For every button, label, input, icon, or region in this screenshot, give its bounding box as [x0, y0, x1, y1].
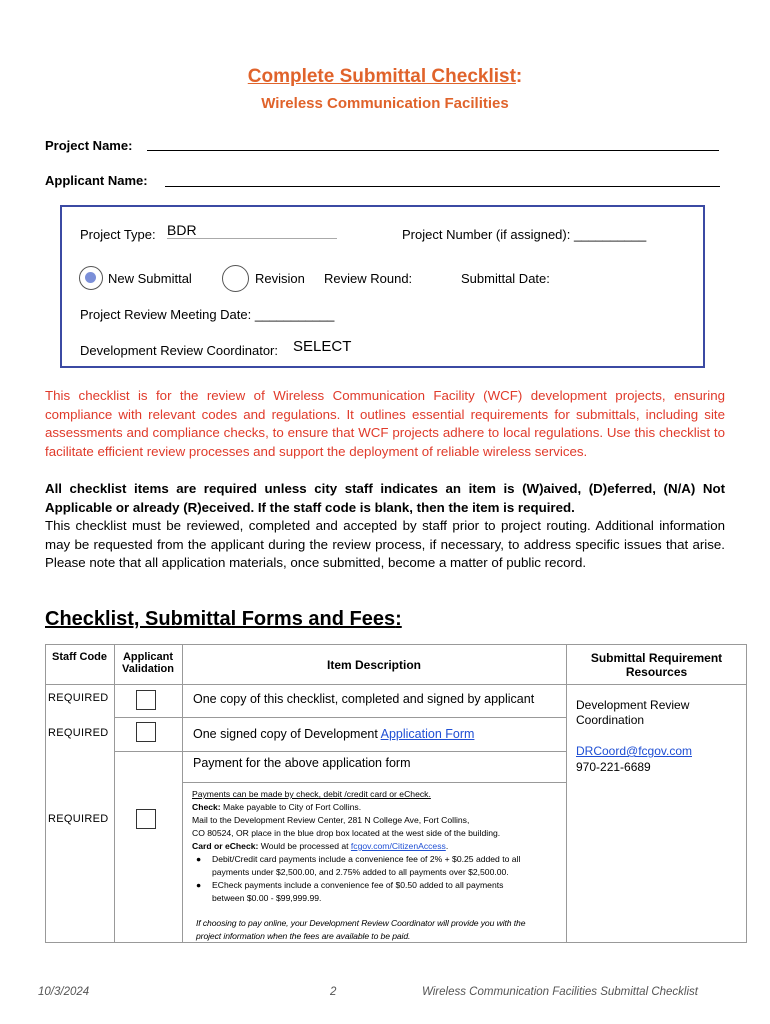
coord-email-link[interactable]: DRCoord@fcgov.com — [576, 744, 692, 758]
project-name-field[interactable] — [147, 150, 719, 151]
payment-details: Payments can be made by check, debit /credit card or eCheck. Check: Make payable to City of Fort Collins. Mail to the Development Review Center, 281 N College Ave, Fort Collins, CO 80524, OR place in the blue drop box located at the west side of the building. Card or eCheck: Would be processed at fcgov.com/CitizenAccess. ● Debit/Credit card payments include a convenience fee of 2% + $0.25 added to all payments under $2,500.00, and 2.75% added to all payments over $2,500.00. ● ECheck payments include a convenience fee of $0.50 added to all payments between $0.00 - $99,999.99. — [192, 789, 521, 903]
coordinator-label: Development Review Coordinator: — [80, 343, 278, 358]
coord-phone: 970-221-6689 — [576, 760, 651, 774]
applicant-checkbox[interactable] — [136, 722, 156, 742]
row-divider — [114, 751, 566, 752]
col-divider — [566, 644, 567, 943]
staff-code: REQUIRED — [48, 692, 109, 704]
review-round-label: Review Round: — [324, 271, 413, 286]
submittal-date-label: Submittal Date: — [461, 271, 550, 286]
intro-bold-paragraph: All checklist items are required unless city staff indicates an item is (W)aived, (D)eferred, (N/A) Not Applicable or already (R)eceived. If the staff code is blank, then the item is required. — [45, 481, 725, 515]
col-divider — [182, 644, 183, 943]
section-title: Checklist, Submittal Forms and Fees: — [45, 608, 402, 630]
application-form-link[interactable]: Application Form — [380, 727, 475, 741]
col-header-item-description: Item Description — [326, 658, 422, 672]
resources-title: Development Review Coordination — [576, 698, 690, 727]
applicant-checkbox[interactable] — [136, 809, 156, 829]
citizen-access-link[interactable]: fcgov.com/CitizenAccess — [350, 841, 446, 851]
intro-plain-paragraph: This checklist must be reviewed, completed and accepted by staff prior to project routing. Additional information may be requested from the applicant during the review process, if necessary, to address specific issues that arise. Please note that all application materials, once submitted, become a matter of public record. — [45, 518, 725, 570]
col-header-resources: Submittal Requirement Resources — [590, 651, 723, 679]
project-number-label: Project Number (if assigned): __________ — [402, 227, 647, 242]
meeting-date-label: Project Review Meeting Date: ___________ — [80, 307, 335, 322]
footer-date: 10/3/2024 — [38, 986, 90, 998]
col-header-staff-code: Staff Code — [52, 651, 107, 663]
payment-note: If choosing to pay online, your Development Review Coordinator will provide you with the project information when the fees are available to be paid. — [196, 918, 526, 941]
project-type-field[interactable]: BDR — [167, 222, 337, 239]
footer-page-number: 2 — [330, 986, 337, 998]
bullet-icon: ● — [196, 854, 202, 864]
new-submittal-label: New Submittal — [108, 271, 192, 286]
revision-radio[interactable] — [222, 265, 249, 292]
applicant-name-label: Applicant Name: — [45, 173, 148, 188]
new-submittal-radio[interactable] — [79, 266, 103, 290]
staff-code: REQUIRED — [48, 813, 109, 825]
applicant-name-field[interactable] — [165, 186, 720, 187]
project-type-label: Project Type: — [80, 227, 156, 242]
col-header-applicant-validation: Applicant Validation — [122, 651, 174, 675]
coordinator-select[interactable]: SELECT — [293, 338, 352, 355]
project-name-label: Project Name: — [45, 138, 133, 153]
item-description: Payment for the above application form — [193, 756, 411, 770]
bullet-icon: ● — [196, 880, 202, 890]
item-description: One copy of this checklist, completed and signed by applicant — [193, 692, 535, 706]
col-divider — [114, 644, 115, 943]
row-divider — [114, 717, 566, 718]
page-title: Complete Submittal Checklist: — [247, 66, 523, 87]
page-subtitle: Wireless Communication Facilities — [261, 95, 509, 112]
footer-doc-title: Wireless Communication Facilities Submittal Checklist — [422, 986, 698, 998]
row-divider — [45, 684, 747, 685]
revision-label: Revision — [255, 271, 305, 286]
applicant-checkbox[interactable] — [136, 690, 156, 710]
intro-red-paragraph: This checklist is for the review of Wireless Communication Facility (WCF) development projects, ensuring compliance with relevant codes and regulations. It outlines essential requirements for submittals, including site assessments and compliance checks, to ensure that WCF projects adhere to local regulations. Use this checklist to facilitate efficient review processes and support the deployment of reliable wireless services. — [45, 388, 725, 459]
row-divider — [182, 782, 566, 783]
item-description: One signed copy of Development Application Form — [193, 727, 475, 741]
staff-code: REQUIRED — [48, 727, 109, 739]
